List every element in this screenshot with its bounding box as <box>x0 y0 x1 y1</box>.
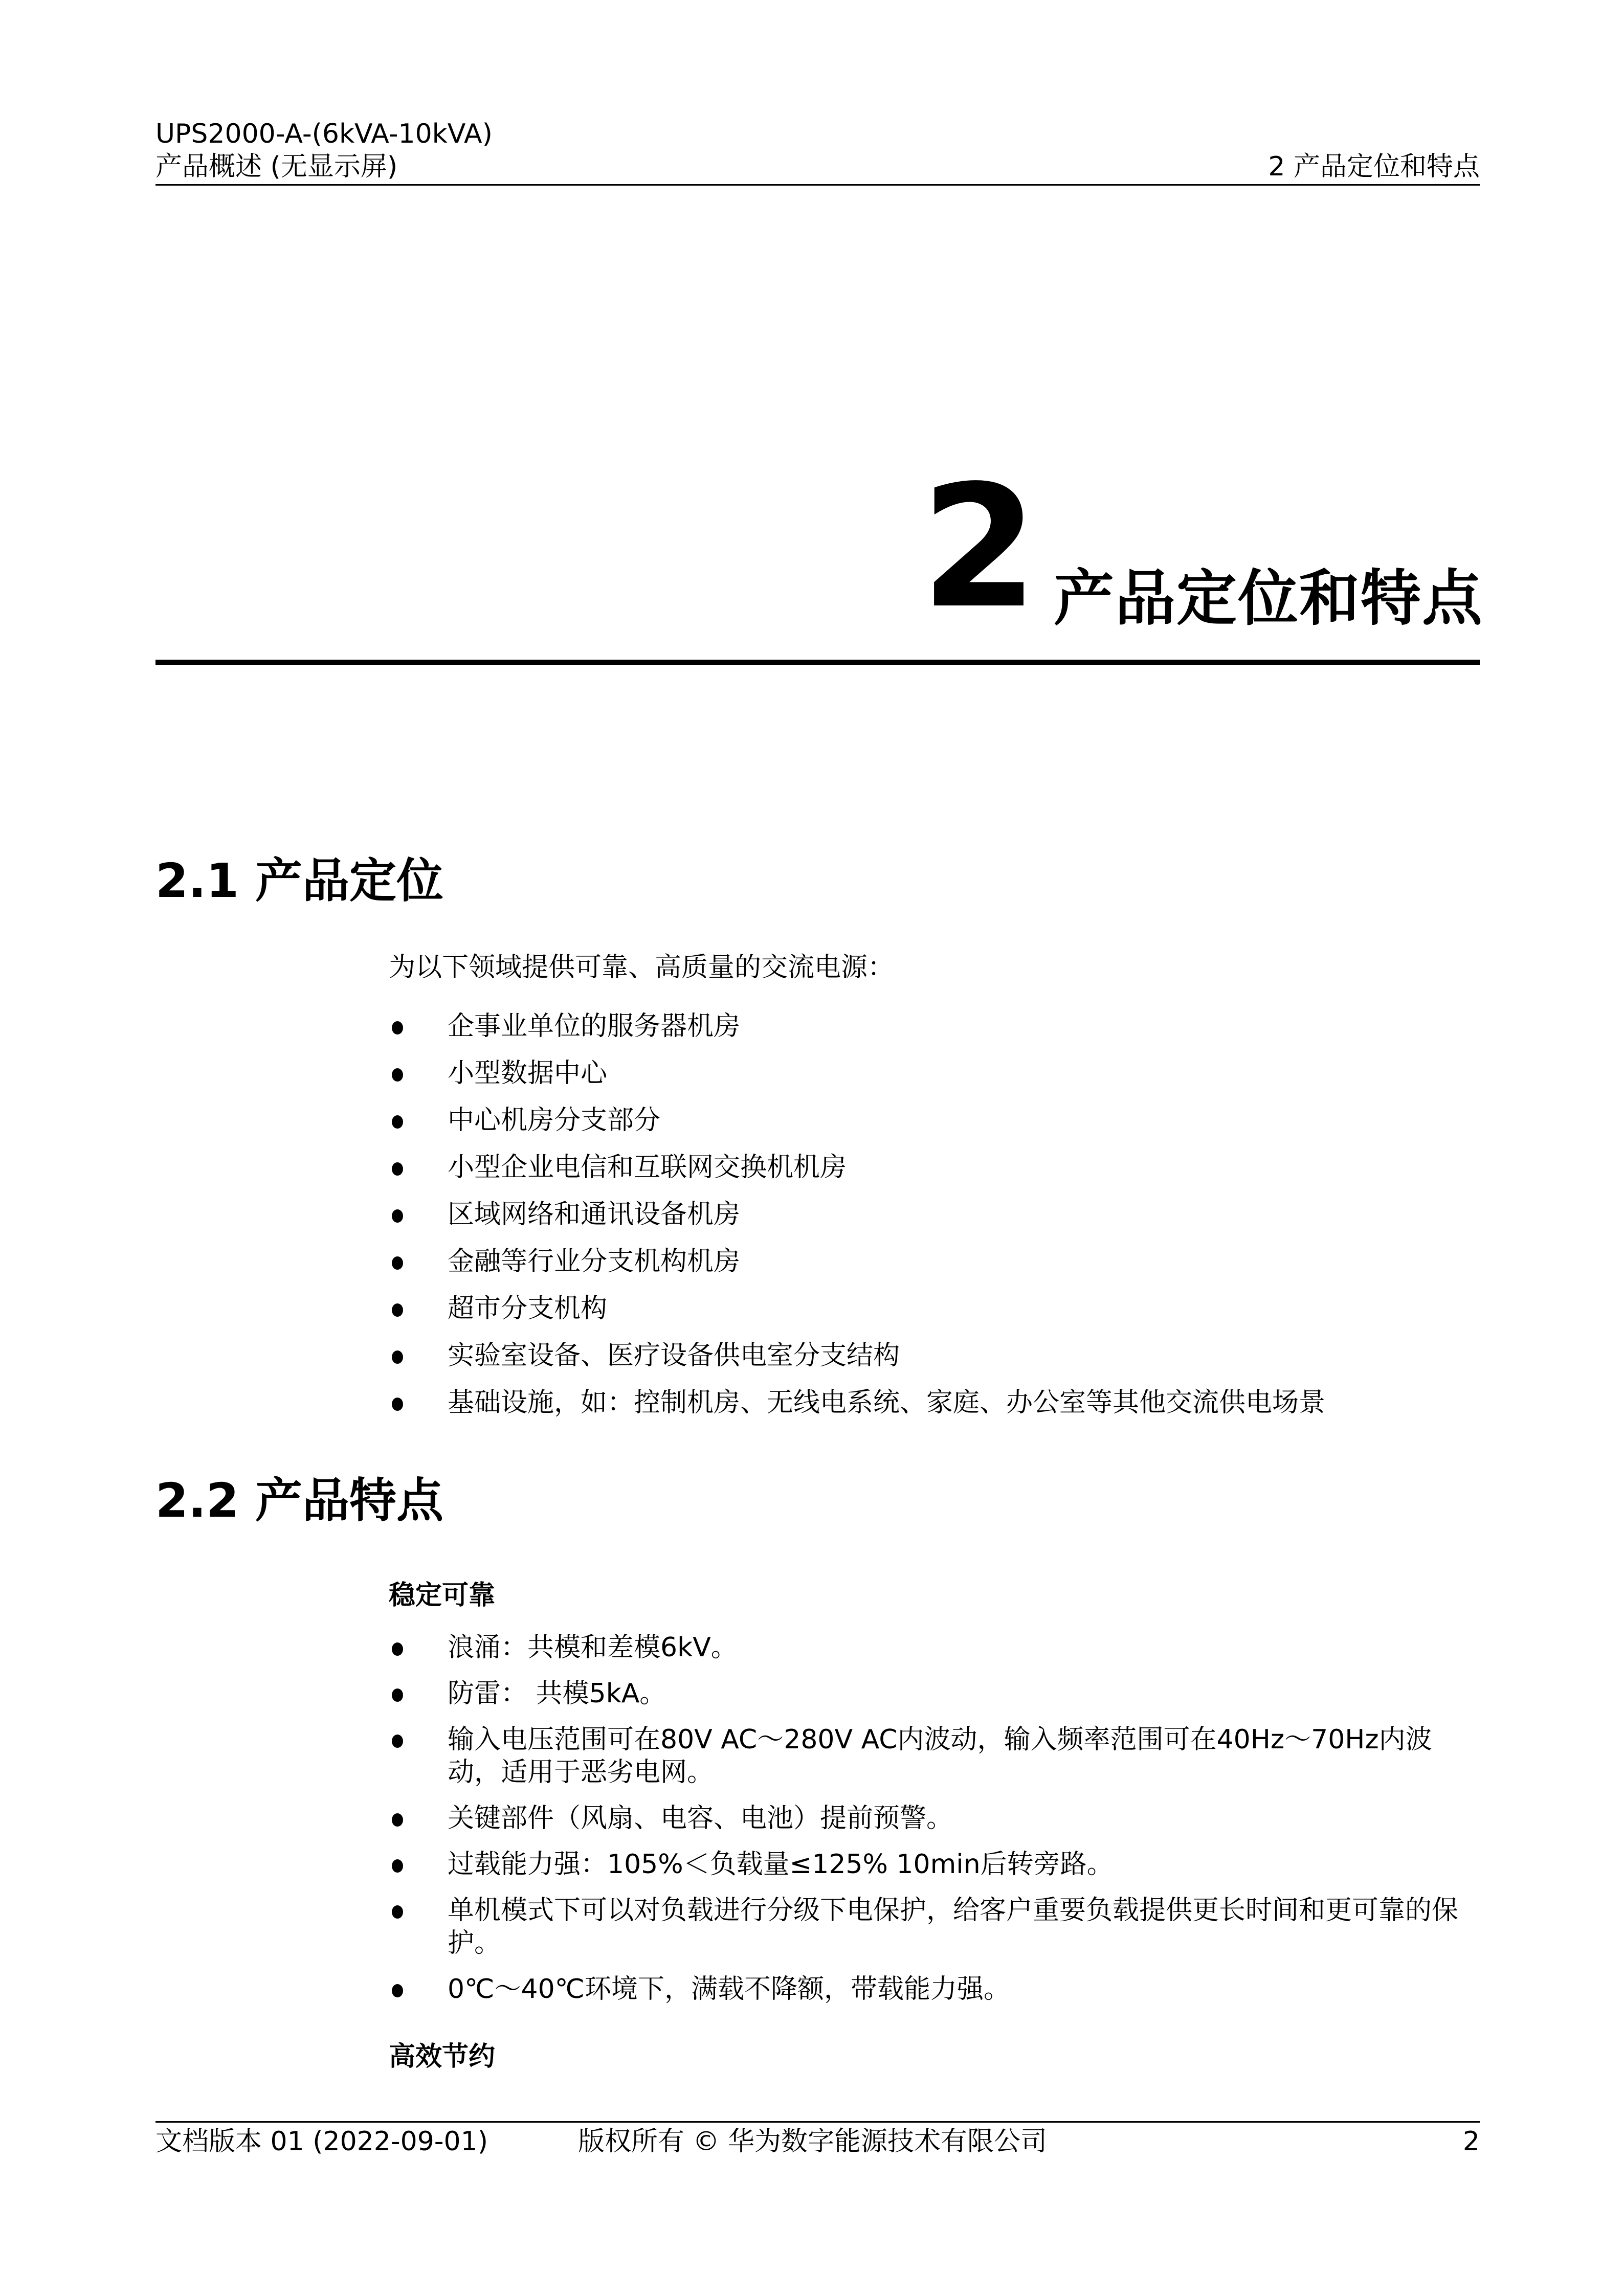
list-item <box>389 1677 1483 1710</box>
bullet-icon <box>392 1068 403 1082</box>
list-item-text: 区域网络和通讯设备机房 <box>448 1199 741 1230</box>
section-title: 2.2 产品特点 <box>155 1473 444 1528</box>
list-item-text: 小型数据中心 <box>448 1058 608 1089</box>
bullet-icon <box>392 1303 403 1317</box>
doc-title: UPS2000-A-(6kVA-10kVA) <box>155 119 493 149</box>
list-item-text: 企事业单位的服务器机房 <box>448 1011 741 1042</box>
bullet-icon <box>392 1398 403 1411</box>
bullet-icon <box>392 1115 403 1129</box>
list-item <box>389 1848 1483 1881</box>
list-item <box>389 1339 1483 1372</box>
list-item <box>389 1631 1483 1664</box>
copyright-notice: 版权所有 © 华为数字能源技术有限公司 <box>578 2126 1048 2157</box>
list-item-text: 关键部件（风扇、电容、电池）提前预警。 <box>448 1803 953 1834</box>
doc-subtitle: 产品概述 (无显示屏) <box>155 151 398 182</box>
footer-divider <box>155 2121 1480 2123</box>
bullet-icon <box>392 1021 403 1034</box>
section-title: 2.1 产品定位 <box>155 853 444 908</box>
chapter-divider <box>155 660 1480 665</box>
list-item-text: 基础设施，如：控制机房、无线电系统、家庭、办公室等其他交流供电场景 <box>448 1387 1326 1418</box>
bullet-icon <box>392 1735 403 1748</box>
list-item-text: 0℃～40℃环境下，满载不降额，带载能力强。 <box>448 1974 1011 2005</box>
list-item <box>389 1104 1483 1137</box>
intro-paragraph: 为以下领域提供可靠、高质量的交流电源： <box>389 952 895 983</box>
bullet-icon <box>392 1350 403 1364</box>
bullet-icon <box>392 1256 403 1270</box>
list-item <box>389 1010 1483 1043</box>
list-item <box>389 1198 1483 1231</box>
list-item <box>389 1057 1483 1090</box>
list-item-text: 输入电压范围可在80V AC～280V AC内波动，输入频率范围可在40Hz～70Hz内波动，适用于恶劣电网。 <box>448 1724 1432 1788</box>
chapter-title: 产品定位和特点 <box>1054 563 1484 634</box>
list-item-text: 超市分支机构 <box>448 1293 608 1324</box>
header-divider <box>155 184 1480 186</box>
list-item <box>389 1292 1483 1325</box>
page-number: 2 <box>1462 2126 1480 2157</box>
chapter-reference: 2 产品定位和特点 <box>1268 151 1480 182</box>
list-item-text: 浪涌：共模和差模6kV。 <box>448 1632 738 1663</box>
list-item <box>389 1386 1483 1419</box>
subheading-stable-reliable: 稳定可靠 <box>389 1580 496 1611</box>
chapter-number: 2 <box>921 449 1038 645</box>
list-item <box>389 1723 1483 1789</box>
bullet-icon <box>392 1905 403 1919</box>
bullet-icon <box>392 1689 403 1702</box>
list-item-text: 小型企业电信和互联网交换机机房 <box>448 1152 847 1183</box>
list-item <box>389 1802 1483 1835</box>
bullet-icon <box>392 1642 403 1656</box>
list-item-text: 中心机房分支部分 <box>448 1105 661 1136</box>
list-item-text: 实验室设备、医疗设备供电室分支结构 <box>448 1340 900 1371</box>
subheading-efficient-saving: 高效节约 <box>389 2041 496 2072</box>
bullet-icon <box>392 1859 403 1873</box>
list-item-text: 金融等行业分支机构机房 <box>448 1246 741 1277</box>
list-item <box>389 1245 1483 1278</box>
bullet-icon <box>392 1209 403 1223</box>
list-item-text: 过载能力强：105%＜负载量≤125% 10min后转旁路。 <box>448 1849 1114 1880</box>
bullet-icon <box>392 1984 403 1997</box>
list-item-text: 防雷： 共模5kA。 <box>448 1678 666 1709</box>
feature-list <box>389 1631 1483 2019</box>
doc-version: 文档版本 01 (2022-09-01) <box>155 2126 488 2157</box>
list-item-text: 单机模式下可以对负载进行分级下电保护，给客户重要负载提供更长时间和更可靠的保护。 <box>448 1895 1459 1959</box>
application-list <box>389 1010 1483 1433</box>
list-item <box>389 1151 1483 1184</box>
bullet-icon <box>392 1162 403 1176</box>
list-item <box>389 1973 1483 2006</box>
list-item <box>389 1894 1483 1960</box>
bullet-icon <box>392 1813 403 1827</box>
